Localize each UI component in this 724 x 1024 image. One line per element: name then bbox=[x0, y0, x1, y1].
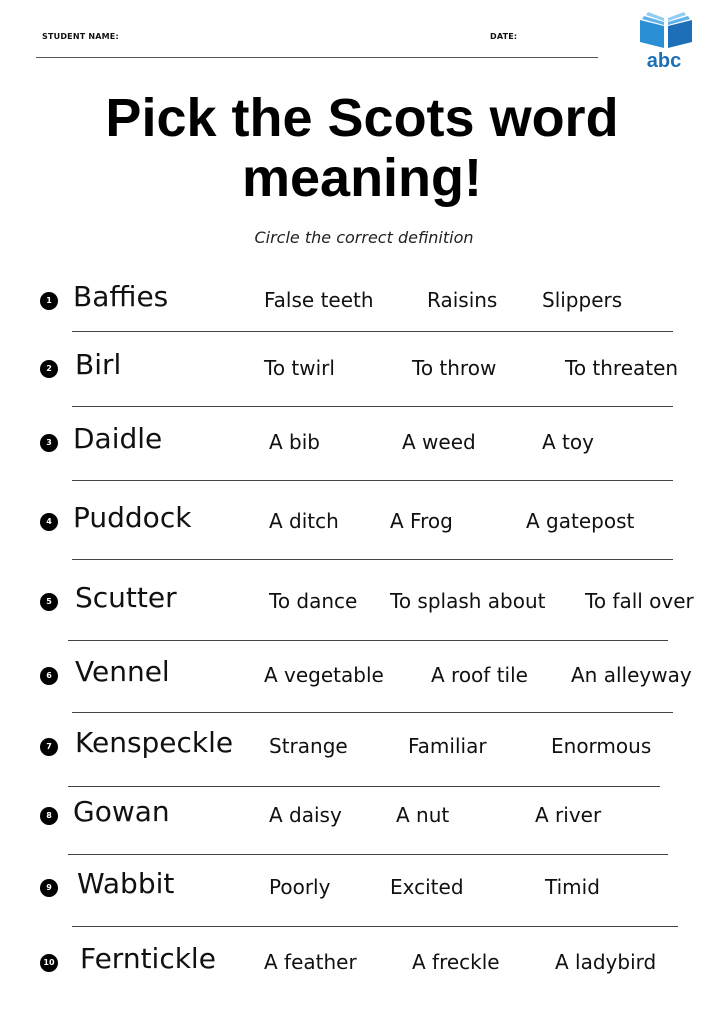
answer-option[interactable]: A bib bbox=[269, 430, 320, 454]
answer-option[interactable]: A freckle bbox=[412, 950, 500, 974]
answer-option[interactable]: Strange bbox=[269, 734, 348, 758]
answer-option[interactable]: To threaten bbox=[565, 356, 679, 380]
row-divider bbox=[72, 331, 673, 332]
row-divider bbox=[72, 480, 673, 481]
open-book-icon bbox=[636, 12, 696, 52]
answer-option[interactable]: A nut bbox=[396, 803, 450, 827]
row-divider bbox=[68, 640, 668, 641]
answer-option[interactable]: Familiar bbox=[408, 734, 487, 758]
answer-option[interactable]: A daisy bbox=[269, 803, 342, 827]
answer-option[interactable]: A Frog bbox=[390, 509, 453, 533]
answer-option[interactable]: To throw bbox=[412, 356, 497, 380]
answer-option[interactable]: A river bbox=[535, 803, 602, 827]
scots-word: Birl bbox=[75, 348, 122, 381]
question-number: 7 bbox=[40, 738, 58, 756]
answer-option[interactable]: A toy bbox=[542, 430, 594, 454]
answer-option[interactable]: To dance bbox=[269, 589, 358, 613]
question-number: 6 bbox=[40, 667, 58, 685]
answer-option[interactable]: A vegetable bbox=[264, 663, 384, 687]
scots-word: Vennel bbox=[75, 655, 170, 688]
answer-option[interactable]: A feather bbox=[264, 950, 357, 974]
answer-option[interactable]: To splash about bbox=[390, 589, 546, 613]
scots-word: Gowan bbox=[73, 795, 170, 828]
page-title: Pick the Scots word meaning! bbox=[105, 88, 619, 208]
answer-option[interactable]: Enormous bbox=[551, 734, 652, 758]
question-number: 10 bbox=[40, 954, 58, 972]
scots-word: Puddock bbox=[73, 501, 192, 534]
student-name-label: STUDENT NAME: bbox=[42, 32, 119, 41]
scots-word: Kenspeckle bbox=[75, 726, 234, 759]
answer-option[interactable]: A ladybird bbox=[555, 950, 657, 974]
logo-text: abc bbox=[646, 50, 682, 72]
instructions: Circle the correct definition bbox=[254, 228, 474, 247]
question-number: 4 bbox=[40, 513, 58, 531]
question-number: 5 bbox=[40, 593, 58, 611]
row-divider bbox=[72, 559, 673, 560]
answer-option[interactable]: A gatepost bbox=[526, 509, 635, 533]
answer-option[interactable]: Excited bbox=[390, 875, 464, 899]
answer-option[interactable]: To fall over bbox=[585, 589, 694, 613]
answer-option[interactable]: Timid bbox=[545, 875, 600, 899]
scots-word: Ferntickle bbox=[80, 942, 216, 975]
answer-option[interactable]: A weed bbox=[402, 430, 476, 454]
answer-option[interactable]: To twirl bbox=[264, 356, 335, 380]
scots-word: Wabbit bbox=[77, 867, 175, 900]
question-number: 3 bbox=[40, 434, 58, 452]
question-number: 1 bbox=[40, 292, 58, 310]
row-divider bbox=[72, 712, 673, 713]
answer-option[interactable]: Raisins bbox=[427, 288, 498, 312]
row-divider bbox=[68, 786, 660, 787]
row-divider bbox=[68, 854, 668, 855]
question-number: 2 bbox=[40, 360, 58, 378]
row-divider bbox=[72, 406, 673, 407]
answer-option[interactable]: A ditch bbox=[269, 509, 339, 533]
answer-option[interactable]: Poorly bbox=[269, 875, 331, 899]
row-divider bbox=[72, 926, 678, 927]
scots-word: Baffies bbox=[73, 280, 169, 313]
answer-option[interactable]: An alleyway bbox=[571, 663, 692, 687]
question-number: 8 bbox=[40, 807, 58, 825]
scots-word: Scutter bbox=[75, 581, 177, 614]
answer-option[interactable]: Slippers bbox=[542, 288, 623, 312]
date-label: DATE: bbox=[490, 32, 518, 41]
name-date-line[interactable] bbox=[36, 57, 598, 58]
scots-word: Daidle bbox=[73, 422, 163, 455]
abc-logo bbox=[636, 12, 708, 76]
question-number: 9 bbox=[40, 879, 58, 897]
answer-option[interactable]: A roof tile bbox=[431, 663, 528, 687]
answer-option[interactable]: False teeth bbox=[264, 288, 374, 312]
